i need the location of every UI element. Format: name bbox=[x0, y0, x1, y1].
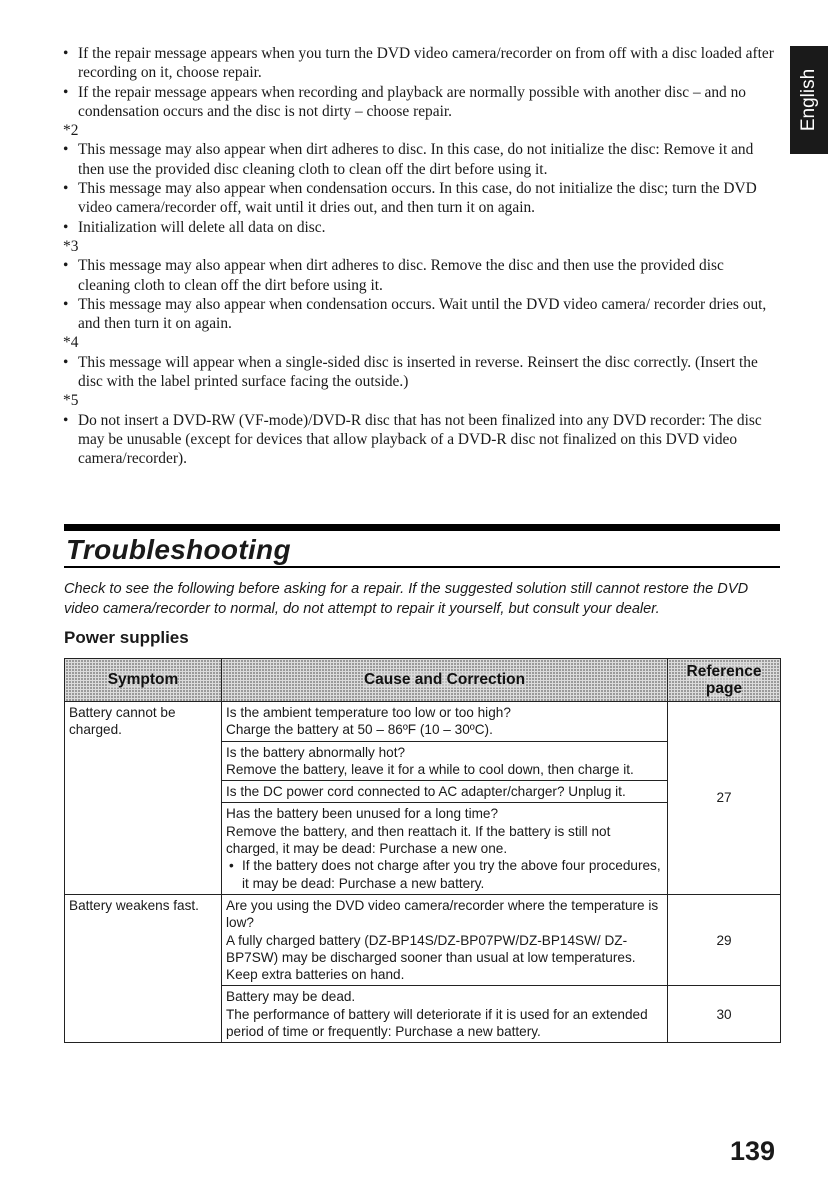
reference-cell: 30 bbox=[668, 986, 781, 1043]
cause-line: The performance of battery will deteriorate if it is used for an extended period of time or frequently: Purchase a new battery. bbox=[226, 1006, 648, 1040]
header-cause: Cause and Correction bbox=[222, 659, 668, 702]
header-reference: Reference page bbox=[668, 659, 781, 702]
language-tab-label: English bbox=[798, 68, 819, 132]
cause-bullet: • If the battery does not charge after you try the above four procedures, it may be dead: Purchase a new battery. bbox=[226, 857, 663, 892]
language-tab bbox=[790, 46, 828, 154]
note-item: • Do not insert a DVD-RW (VF-mode)/DVD-R disc that has not been finalized into any DVD recorder: The disc may be unusable (except for devices that allow playback of a DVD-R disc not finalized on this DVD video camera/recorder). bbox=[60, 411, 775, 469]
note-ref: *4 bbox=[63, 334, 79, 352]
notes-group-5 bbox=[60, 411, 775, 469]
note-ref: *5 bbox=[63, 392, 79, 410]
cause-line: Is the DC power cord connected to AC adapter/charger? Unplug it. bbox=[226, 784, 626, 800]
note-item: • This message may also appear when dirt adheres to disc. In this case, do not initialize the disc: Remove it and then use the provided disc cleaning cloth to clean off the dirt before using it. bbox=[60, 140, 775, 179]
heading-rule bbox=[64, 524, 780, 531]
note-item: • If the repair message appears when you turn the DVD video camera/recorder on from off with a disc loaded after recording on it, choose repair. bbox=[60, 44, 775, 83]
notes-group-3 bbox=[60, 256, 775, 333]
note-item: • This message may also appear when dirt adheres to disc. Remove the disc and then use the provided disc cleaning cloth to clean off the dirt before using it. bbox=[60, 256, 775, 295]
note-item: • This message may also appear when condensation occurs. In this case, do not initialize the disc; turn the DVD video camera/recorder off, wait until it dries out, and then turn it on again. bbox=[60, 179, 775, 218]
cause-cell bbox=[222, 986, 668, 1043]
troubleshooting-table bbox=[64, 658, 781, 1043]
cause-line: Charge the battery at 50 – 86ºF (10 – 30ºC). bbox=[226, 722, 493, 738]
reference-cell: 29 bbox=[668, 894, 781, 985]
cause-line: Has the battery been unused for a long time? bbox=[226, 806, 499, 822]
cause-cell bbox=[222, 803, 668, 894]
header-symptom: Symptom bbox=[65, 659, 222, 702]
table-row bbox=[65, 702, 781, 742]
symptom-cell: Battery weakens fast. bbox=[65, 894, 222, 1042]
table-header-row bbox=[65, 659, 781, 702]
note-item: • This message will appear when a single-sided disc is inserted in reverse. Reinsert the disc correctly. (Insert the disc with the label printed surface facing the outside.) bbox=[60, 353, 775, 392]
cause-line: Is the battery abnormally hot? bbox=[226, 744, 406, 760]
notes-section bbox=[60, 44, 775, 469]
cause-line: Remove the battery, leave it for a while to cool down, then charge it. bbox=[226, 761, 634, 777]
note-item: • Initialization will delete all data on disc. bbox=[60, 218, 775, 237]
note-item: • If the repair message appears when recording and playback are normally possible with another disc – and no condensation occurs and the disc is not dirty – choose repair. bbox=[60, 83, 775, 122]
notes-group-4 bbox=[60, 353, 775, 392]
cause-line: A fully charged battery (DZ-BP14S/DZ-BP07PW/DZ-BP14SW/ DZ-BP7SW) may be discharged sooner than usual at low temperatures. Keep extra batteries on hand. bbox=[226, 932, 636, 983]
cause-cell bbox=[222, 741, 668, 781]
cause-bullets bbox=[226, 857, 663, 892]
page-number: 139 bbox=[730, 1136, 776, 1166]
notes-group-2 bbox=[60, 140, 775, 236]
note-item: • This message may also appear when condensation occurs. Wait until the DVD video camera/ recorder dries out, and then turn it on again. bbox=[60, 295, 775, 334]
cause-line: Battery may be dead. bbox=[226, 989, 356, 1005]
cause-line: Is the ambient temperature too low or too high? bbox=[226, 705, 511, 720]
cause-line: Remove the battery, and then reattach it. If the battery is still not charged, it may be dead: Purchase a new one. bbox=[226, 823, 611, 857]
note-ref: *2 bbox=[63, 122, 79, 140]
notes-group-1 bbox=[60, 44, 775, 121]
table-row bbox=[65, 894, 781, 985]
note-ref: *3 bbox=[63, 237, 79, 255]
cause-cell bbox=[222, 781, 668, 803]
cause-cell bbox=[222, 894, 668, 985]
page-heading: Troubleshooting bbox=[66, 534, 291, 565]
cause-cell bbox=[222, 702, 668, 742]
section-title: Power supplies bbox=[64, 628, 189, 647]
reference-cell: 27 bbox=[668, 702, 781, 895]
intro-text: Check to see the following before asking for a repair. If the suggested solution still cannot restore the DVD video camera/recorder to normal, do not attempt to repair it yourself, but consult your dealer. bbox=[64, 581, 749, 617]
heading-underline bbox=[64, 566, 780, 568]
cause-line: Are you using the DVD video camera/recorder where the temperature is low? bbox=[226, 897, 659, 931]
symptom-cell: Battery cannot be charged. bbox=[65, 702, 222, 895]
